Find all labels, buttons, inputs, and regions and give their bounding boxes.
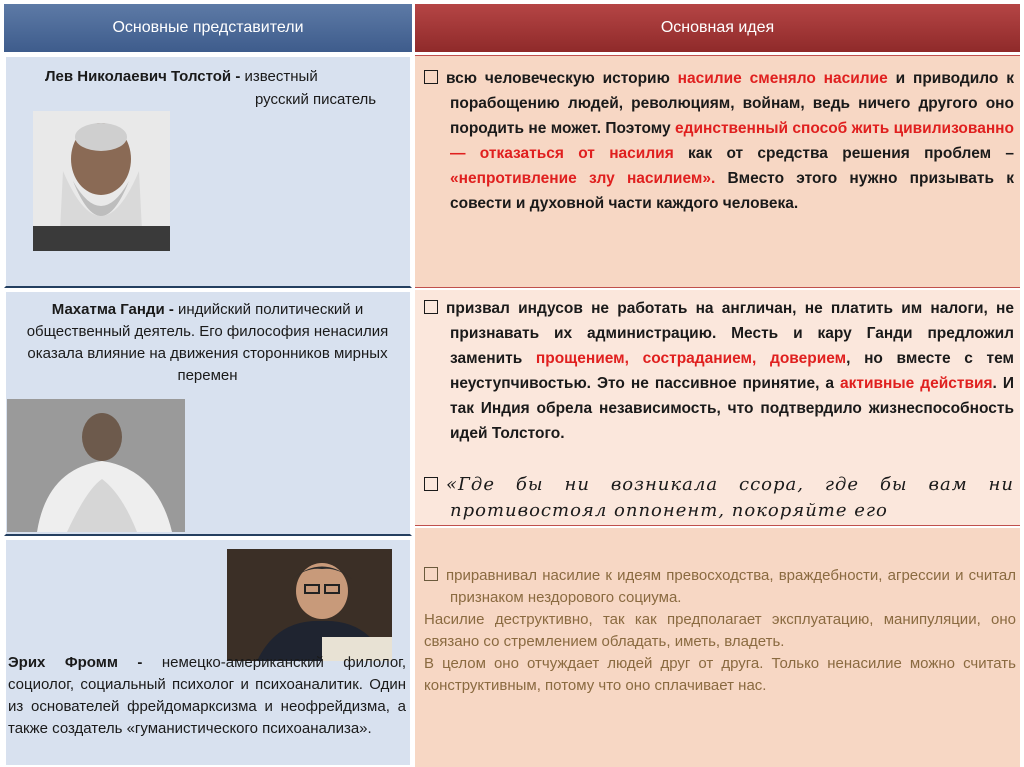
gandhi-idea-text-1: призвал индусов не работать на англичан, не платить им налоги, не признавать их администрацию. Месть и кару Ганди предложил заменить bbox=[446, 300, 1014, 367]
gandhi-quote bbox=[424, 472, 1014, 524]
header-main-idea: Основная идея bbox=[415, 4, 1020, 52]
header-representatives: Основные представители bbox=[4, 4, 413, 52]
gandhi-idea-highlight-2: активные действия bbox=[840, 375, 993, 392]
fromm-idea-text-2: Насилие деструктивно, так как предполагает эксплуатацию, манипуляции, оно связано со стремлением обладать, иметь, владеть. bbox=[424, 611, 1016, 650]
tolstoy-idea bbox=[424, 66, 1014, 216]
gandhi-quote-text: «Где бы ни возникала ссора, где бы вам ни противостоял оппонент, покоряйте его bbox=[446, 474, 1014, 521]
fromm-idea-text-1: приравнивал насилие к идеям превосходства, враждебности, агрессии и считал признаком нездорового социума. bbox=[446, 567, 1016, 606]
gandhi-idea-text-3: . И так Индия обрела независимость, что подтвердило жизнеспособность идей Толстого. bbox=[450, 375, 1014, 442]
fromm-desc: немецко-американский филолог, социолог, социальный психолог и психоаналитик. Один из основателей фрейдомарксизма и неофрейдизма, а также создатель «гуманистического психоанализа». bbox=[8, 654, 406, 737]
tolstoy-portrait bbox=[33, 111, 170, 251]
fromm-idea-text-3: В целом оно отчуждает людей друг от друга. Только ненасилие можно считать конструктивным, потому что оно сплачивает нас. bbox=[424, 655, 1016, 694]
tolstoy-name: Лев Николаевич Толстой - bbox=[45, 68, 241, 85]
fromm-caption bbox=[8, 652, 406, 740]
gandhi-idea-text-2: , но вместе с тем неуступчивостью. Это не пассивное принятие, а bbox=[450, 350, 1014, 392]
tolstoy-idea-highlight-1: насилие сменяло насилие bbox=[677, 70, 888, 87]
gandhi-desc: индийский политический и общественный деятель. Его философия ненасилия оказала влияние на движения сторонников мирных перемен bbox=[26, 301, 389, 384]
fromm-portrait bbox=[227, 549, 392, 661]
tolstoy-desc-2: русский писатель bbox=[255, 91, 377, 108]
gandhi-name: Махатма Ганди - bbox=[51, 301, 174, 318]
fromm-name: Эрих Фромм - bbox=[8, 654, 143, 671]
tolstoy-caption bbox=[45, 68, 415, 85]
gandhi-portrait bbox=[7, 399, 185, 532]
tolstoy-idea-text-1: всю человеческую историю bbox=[446, 70, 678, 87]
bullet-icon bbox=[424, 567, 438, 581]
tolstoy-idea-highlight-3: «непротивление злу насилием». bbox=[450, 170, 716, 187]
fromm-idea bbox=[424, 565, 1016, 697]
tolstoy-desc-1: известный bbox=[244, 68, 318, 85]
tolstoy-idea-text-4: Вместо этого нужно призывать к совести и духовной части каждого человека. bbox=[450, 170, 1014, 212]
tolstoy-idea-text-2: и приводило к порабощению людей, революциям, войнам, ведь ничего другого оно породить не может. Поэтому bbox=[450, 70, 1014, 137]
bullet-icon bbox=[424, 477, 438, 491]
tolstoy-idea-text-3: как от средства решения проблем – bbox=[673, 145, 1014, 162]
bullet-icon bbox=[424, 300, 438, 314]
gandhi-idea bbox=[424, 296, 1014, 446]
tolstoy-idea-highlight-2: единственный способ жить цивилизованно — отказаться от насилия bbox=[450, 120, 1015, 162]
bullet-icon bbox=[424, 70, 438, 84]
gandhi-idea-highlight-1: прощением, состраданием, доверием bbox=[535, 350, 847, 367]
gandhi-caption bbox=[10, 299, 405, 387]
